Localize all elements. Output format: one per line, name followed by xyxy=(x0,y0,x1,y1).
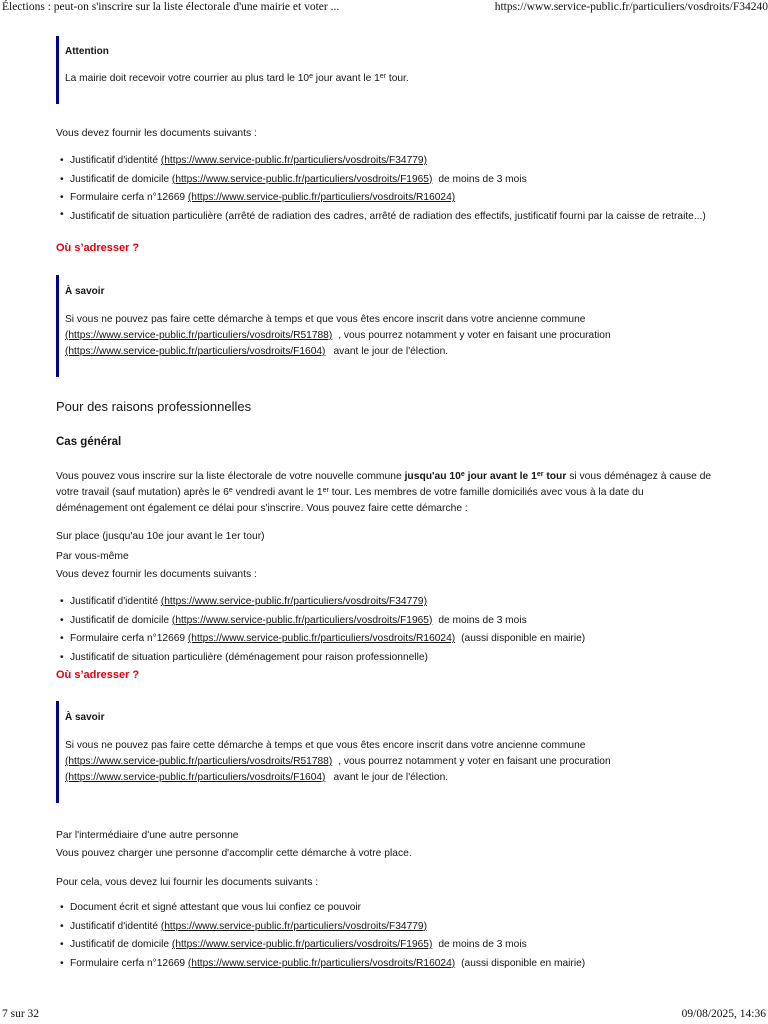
docs-intro-1: Vous devez fournir les documents suivants : xyxy=(56,128,257,139)
identity-link[interactable]: (https://www.service-public.fr/particuliers/vosdroits/F34779) xyxy=(160,155,427,166)
print-datetime: 09/08/2025, 14:36 xyxy=(681,1008,766,1020)
savoir-callout-1 xyxy=(56,275,704,377)
identity-link[interactable]: (https://www.service-public.fr/particuliers/vosdroits/F34779) xyxy=(160,596,427,607)
savoir-text: Si vous ne pouvez pas faire cette démarche à temps et que vous êtes encore inscrit dans votre ancienne commune (https://www.service-public.fr/particuliers/vosdroits/R51788) , vous pourrez notamment y voter en faisant une procuration (https://www.service-public.fr/particuliers/vosdroits/F1604) avant le jour de l'élection. xyxy=(65,740,611,783)
document-url: https://www.service-public.fr/particuliers/vosdroits/F34240 xyxy=(494,1,768,13)
list-item: • Formulaire cerfa n°12669 (https://www.service-public.fr/particuliers/vosdroits/R16024) (aussi disponible en mairie) xyxy=(60,955,720,974)
intermediary-text: Vous pouvez charger une personne d'accomplir cette démarche à votre place. xyxy=(56,848,412,859)
attention-title: Attention xyxy=(65,46,109,57)
print-header xyxy=(0,0,768,16)
page-number: 7 sur 32 xyxy=(2,1008,40,1020)
procuration-link[interactable]: (https://www.service-public.fr/particuliers/vosdroits/F1604) xyxy=(65,346,326,357)
commune-link[interactable]: (https://www.service-public.fr/particuliers/vosdroits/R51788) xyxy=(65,756,333,767)
document-title: Élections : peut-on s'inscrire sur la liste électorale d'une mairie et voter ... xyxy=(2,1,340,13)
identity-link[interactable]: (https://www.service-public.fr/particuliers/vosdroits/F34779) xyxy=(160,920,427,932)
list-item: • Justificatif d'identité (https://www.service-public.fr/particuliers/vosdroits/F34779) xyxy=(60,593,720,612)
docs-list-3 xyxy=(60,899,720,973)
attention-text: La mairie doit recevoir votre courrier au plus tard le 10e jour avant le 1er tour. xyxy=(65,73,409,84)
onsite-option[interactable]: Sur place (jusqu'au 10e jour avant le 1er tour) xyxy=(56,531,265,542)
by-self-option: Par vous-même xyxy=(56,551,129,562)
savoir-title: À savoir xyxy=(65,712,105,723)
general-paragraph: Vous pouvez vous inscrire sur la liste électorale de votre nouvelle commune jusqu'au 10e jour avant le 1er tour si vous déménagez à cause de votre travail (sauf mutation) après le 6e vendredi avant le 1er tour. Les membres de votre famille domiciliés avec vous à la date du déménagement ont également ce délai pour s'inscrire. Vous pouvez faire cette démarche : xyxy=(56,471,712,514)
procuration-link[interactable]: (https://www.service-public.fr/particuliers/vosdroits/F1604) xyxy=(65,772,326,783)
list-item: • Justificatif de domicile (https://www.service-public.fr/particuliers/vosdroits/F1965) de moins de 3 mois xyxy=(60,936,720,955)
list-item: • Document écrit et signé attestant que vous lui confiez ce pouvoir xyxy=(60,899,720,918)
docs-list-2 xyxy=(60,593,720,667)
list-item: • Formulaire cerfa n°12669 (https://www.service-public.fr/particuliers/vosdroits/R16024) xyxy=(60,189,720,208)
section-title: Pour des raisons professionnelles xyxy=(56,399,252,414)
where-link-1[interactable]: Où s’adresser ? xyxy=(56,242,140,254)
where-link-2[interactable]: Où s’adresser ? xyxy=(56,669,140,681)
cerfa-link[interactable]: (https://www.service-public.fr/particuliers/vosdroits/R16024) xyxy=(187,957,456,969)
domicile-link[interactable]: (https://www.service-public.fr/particuliers/vosdroits/F1965) xyxy=(171,939,433,951)
list-item: • Formulaire cerfa n°12669 (https://www.service-public.fr/particuliers/vosdroits/R16024) (aussi disponible en mairie) xyxy=(60,630,720,649)
docs-intro-2: Vous devez fournir les documents suivants : xyxy=(56,569,257,580)
cerfa-link[interactable]: (https://www.service-public.fr/particuliers/vosdroits/R16024) xyxy=(187,633,456,645)
list-item: • Justificatif de situation particulière (déménagement pour raison professionnelle) xyxy=(60,649,720,668)
commune-link[interactable]: (https://www.service-public.fr/particuliers/vosdroits/R51788) xyxy=(65,330,333,341)
list-item: • Justificatif d'identité (https://www.service-public.fr/particuliers/vosdroits/F34779) xyxy=(60,918,720,937)
savoir-title: À savoir xyxy=(65,286,105,297)
savoir-text: Si vous ne pouvez pas faire cette démarche à temps et que vous êtes encore inscrit dans votre ancienne commune (https://www.service-public.fr/particuliers/vosdroits/R51788) , vous pourrez notamment y voter en faisant une procuration (https://www.service-public.fr/particuliers/vosdroits/F1604) avant le jour de l'élection. xyxy=(65,314,611,357)
print-footer xyxy=(0,1008,768,1024)
docs-intro-3: Pour cela, vous devez lui fournir les documents suivants : xyxy=(56,877,319,888)
subsection-title: Cas général xyxy=(56,436,122,448)
attention-callout xyxy=(56,36,704,104)
list-item: • Justificatif de domicile (https://www.service-public.fr/particuliers/vosdroits/F1965) de moins de 3 mois xyxy=(60,612,720,631)
domicile-link[interactable]: (https://www.service-public.fr/particuliers/vosdroits/F1965) xyxy=(171,173,433,185)
list-item: • Justificatif de situation particulière (arrêté de radiation des cadres, arrêté de radiation des effectifs, justificatif fourni par la caisse de retraite...) xyxy=(60,208,720,227)
domicile-link[interactable]: (https://www.service-public.fr/particuliers/vosdroits/F1965) xyxy=(171,614,433,626)
docs-list-1 xyxy=(60,152,720,226)
savoir-callout-2 xyxy=(56,701,704,803)
list-item: • Justificatif de domicile (https://www.service-public.fr/particuliers/vosdroits/F1965) de moins de 3 mois xyxy=(60,171,720,190)
list-item: • Justificatif d'identité (https://www.service-public.fr/particuliers/vosdroits/F34779) xyxy=(60,152,720,171)
cerfa-link[interactable]: (https://www.service-public.fr/particuliers/vosdroits/R16024) xyxy=(187,192,456,204)
intermediary-option[interactable]: Par l'intermédiaire d'une autre personne xyxy=(56,830,239,841)
